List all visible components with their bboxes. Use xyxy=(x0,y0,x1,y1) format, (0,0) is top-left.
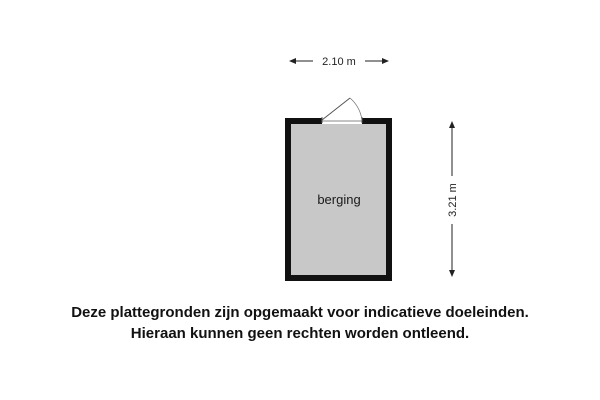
disclaimer-line-1: Deze plattegronden zijn opgemaakt voor indicatieve doeleinden. xyxy=(71,304,529,321)
depth-arrow-bottom-icon xyxy=(449,270,455,277)
width-arrow-right-icon xyxy=(382,58,389,64)
depth-dimension xyxy=(447,121,459,277)
width-arrow-left-icon xyxy=(289,58,296,64)
width-dimension xyxy=(289,56,389,68)
width-label: 2.10 m xyxy=(322,56,356,68)
room-label: berging xyxy=(317,192,361,207)
disclaimer-line-2: Hieraan kunnen geen rechten worden ontleend. xyxy=(130,325,470,342)
room-berging xyxy=(288,98,389,278)
depth-label: 3.21 m xyxy=(447,183,459,217)
depth-arrow-top-icon xyxy=(449,121,455,128)
disclaimer xyxy=(0,302,600,344)
